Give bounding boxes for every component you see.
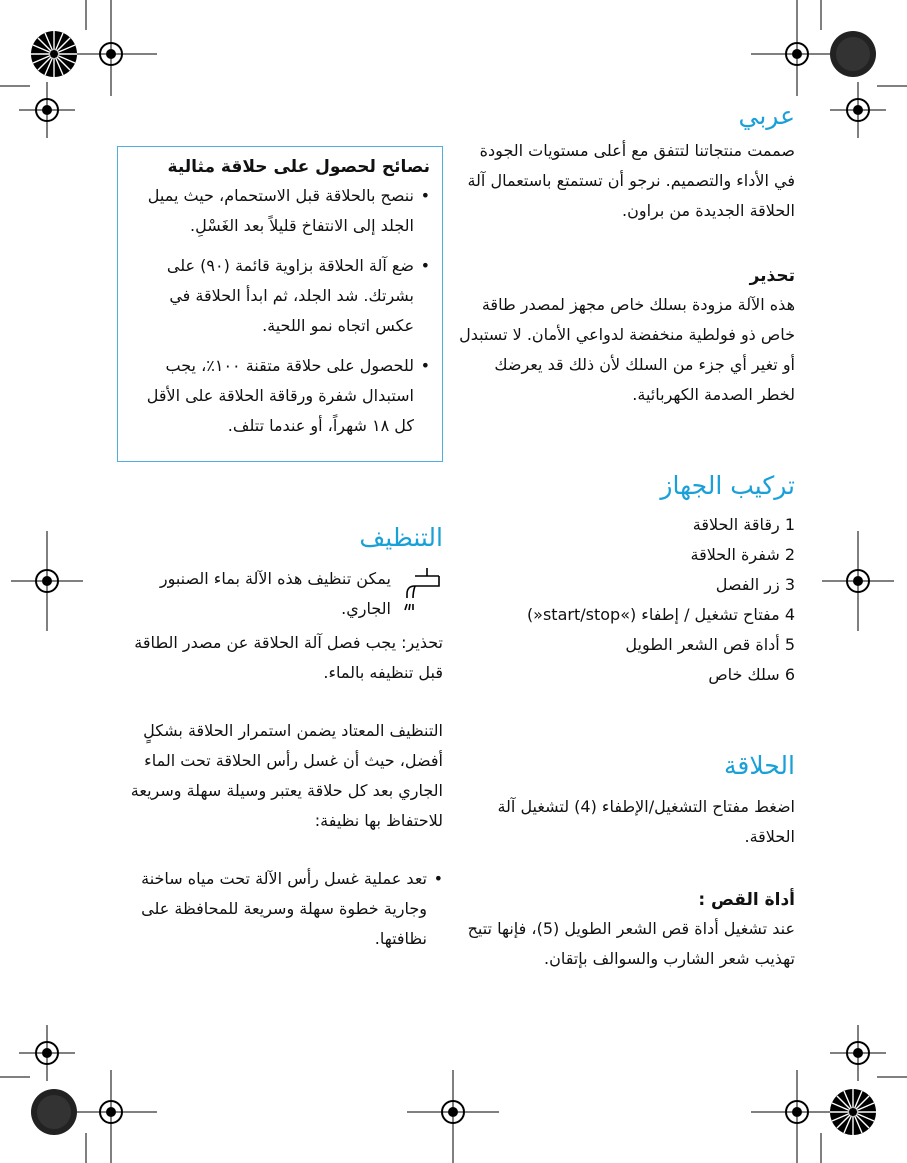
trimmer-section	[455, 886, 795, 974]
list-item: 6 سلك خاص	[708, 665, 795, 684]
list-item: • تعد عملية غسل رأس الآلة تحت مياه ساخنة وجارية خطوة سهلة وسريعة للمحافظة على نظافتها.	[141, 869, 443, 948]
list-item: 3 زر الفصل	[715, 575, 795, 594]
tips-title: نصائح لحصول على حلاقة مثالية	[167, 157, 430, 177]
cleaning-title: التنظيف	[359, 523, 443, 552]
list-item: 2 شفرة الحلاقة	[690, 545, 795, 564]
warning-text: هذه الآلة مزودة بسلك خاص مجهز لمصدر طاقة خاص ذو فولطية منخفضة لدواعي الأمان. لا تستبدل أو تغير أي جزء من السلك لأن ذلك قد يعرضك لخطر الصدمة الكهربائية.	[459, 295, 795, 404]
trimmer-text: عند تشغيل أداة قص الشعر الطويل (5)، فإنها تتيح تهذيب شعر الشارب والسوالف بإتقان.	[467, 919, 795, 968]
parts-title: تركيب الجهاز	[660, 471, 795, 500]
trimmer-title: أداة القص :	[698, 890, 795, 910]
faucet-icon	[399, 564, 443, 624]
list-item: 1 رقاقة الحلاقة	[692, 515, 795, 534]
intro-text: صممت منتجاتنا لتتفق مع أعلى مستويات الجودة في الأداء والتصميم. نرجو أن تستمتع باستعمال آلة الحلاقة الجديدة من براون.	[467, 141, 795, 220]
shaving-text: اضغط مفتاح التشغيل/الإطفاء (4) لتشغيل آلة الحلاقة.	[497, 797, 795, 846]
cleaning-section	[111, 522, 443, 964]
list-item: • ضع آلة الحلاقة بزاوية قائمة (٩٠) على بشرتك. شد الجلد، ثم ابدأ الحلاقة في عكس اتجاه نمو اللحية.	[166, 256, 430, 335]
parts-list	[455, 510, 795, 690]
parts-section	[455, 470, 795, 690]
tips-box	[117, 146, 443, 462]
shaving-title: الحلاقة	[724, 751, 795, 780]
intro-section	[455, 100, 795, 226]
warning-title: تحذير	[749, 266, 795, 286]
cleaning-regular: التنظيف المعتاد يضمن استمرار الحلاقة بشكلٍ أفضل، حيث أن غسل رأس الحلاقة تحت الماء الجاري بعد كل حلاقة يعتبر وسيلة سهلة وسريعة للاحتفاظ بها نظيفة:	[130, 721, 443, 830]
list-item: • للحصول على حلاقة متقنة ١٠٠٪، يجب استبدال شفرة ورقاقة الحلاقة على الأقل كل ١٨ شهراً، أو عندما تتلف.	[146, 356, 430, 435]
list-item: 5 أداة قص الشعر الطويل	[625, 635, 795, 654]
cleaning-warning: تحذير: يجب فصل آلة الحلاقة عن مصدر الطاقة قبل تنظيفه بالماء.	[134, 633, 443, 682]
warning-section	[455, 262, 795, 410]
list-item: 4 مفتاح تشغيل / إطفاء (»start/stop«)	[526, 605, 795, 624]
cleaning-intro: يمكن تنظيف هذه الآلة بماء الصنبور الجاري.	[159, 569, 391, 618]
list-item: • ننصح بالحلاقة قبل الاستحمام، حيث يميل الجلد إلى الانتفاخ قليلاً بعد الغَسْلِ.	[147, 186, 430, 235]
cleaning-list	[111, 864, 443, 954]
tips-list	[128, 181, 430, 441]
shaving-section	[455, 750, 795, 852]
language-title: عربي	[738, 101, 795, 130]
